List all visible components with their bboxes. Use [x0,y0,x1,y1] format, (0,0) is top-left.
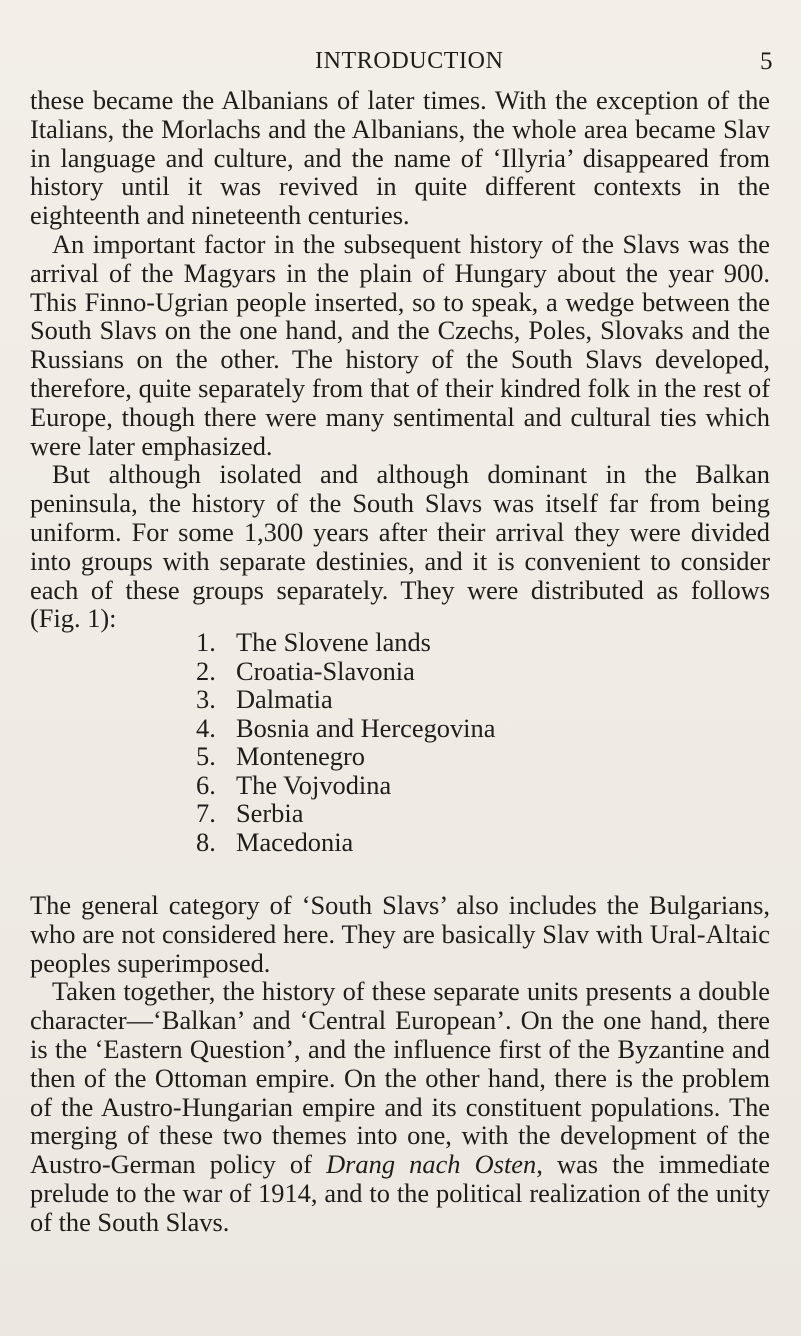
italic-phrase: Drang nach Osten [326,1149,537,1180]
running-title: INTRODUCTION [315,48,504,74]
list-item-label: The Slovene lands [236,627,431,657]
list-item-number: 6. [196,769,216,800]
list-item-label: Croatia-Slavonia [236,655,415,686]
paragraph-double-character [30,977,770,1236]
list-item-number: 1. [196,627,216,657]
list-item [196,714,495,743]
body-text-bottom [30,891,770,1237]
paragraph-albanians: these became the Albanians of later times. With the exception of the Italians, the Morlachs and the Albanians, the whole area became Slav in language and culture, and the name of ‘Illyria’ disappeared from history until it was revived in quite different contexts in the eighteenth and nineteenth centuries. [30,85,770,231]
page-number: 5 [760,48,773,75]
list-item-label: Montenegro [236,741,365,771]
paragraph-text-before-italic: Taken together, the history of these separate units presents a double character—‘Balkan’ and ‘Central European’. On the one hand, there is the ‘Eastern Question’, and the influence first of the Byzantine and then of the Ottoman empire. On the other hand, there is the problem of the Austro-Hungarian empire and its constituent populations. The merging of these two themes into one, with the development of the Austro-German policy of [30,976,770,1180]
list-item [196,628,495,657]
list-item [196,799,495,828]
paragraph-text-after-italic: , was the immediate prelude to the war of 1914, and to the political realization of the unity of the South Slavs. [30,1149,770,1237]
list-item-number: 3. [196,684,216,714]
list-item-label: Serbia [236,798,304,828]
paragraph-balkan-peninsula: But although isolated and although dominant in the Balkan peninsula, the history of the South Slavs was itself far from being uniform. For some 1,300 years after their arrival they were divided into groups with separate destinies, and it is convenient to consider each of these groups separately. They were distributed as follows (Fig. 1): [30,459,770,634]
list-item-number: 5. [196,741,216,771]
running-head [0,48,801,78]
list-item-number: 7. [196,798,216,828]
list-item [196,685,495,714]
paragraph-bulgarians: The general category of ‘South Slavs’ also includes the Bulgarians, who are not considered here. They are basically Slav with Ural-Altaic peoples superimposed. [30,890,770,978]
paragraph-magyars: An important factor in the subsequent history of the Slavs was the arrival of the Magyars in the plain of Hungary about the year 900. This Finno-Ugrian people inserted, so to speak, a wedge between the South Slavs on the one hand, and the Czechs, Poles, Slovaks and the Russians on the other. The history of the South Slavs developed, therefore, quite separately from that of their kindred folk in the rest of Europe, though there were many sentimental and cultural ties which were later emphasized. [30,228,770,461]
list-item-label: Bosnia and Hercegovina [236,712,496,743]
list-item-label: Dalmatia [236,684,333,714]
list-item-label: Macedonia [236,826,354,857]
list-item [196,742,495,771]
body-text-top [30,86,770,633]
list-item [196,828,495,857]
list-item-label: The Vojvodina [236,769,392,800]
list-item-number: 8. [196,826,216,857]
list-item-number: 2. [196,655,216,686]
list-item [196,771,495,800]
groups-list [196,628,495,856]
list-item [196,657,495,686]
list-item-number: 4. [196,712,216,743]
